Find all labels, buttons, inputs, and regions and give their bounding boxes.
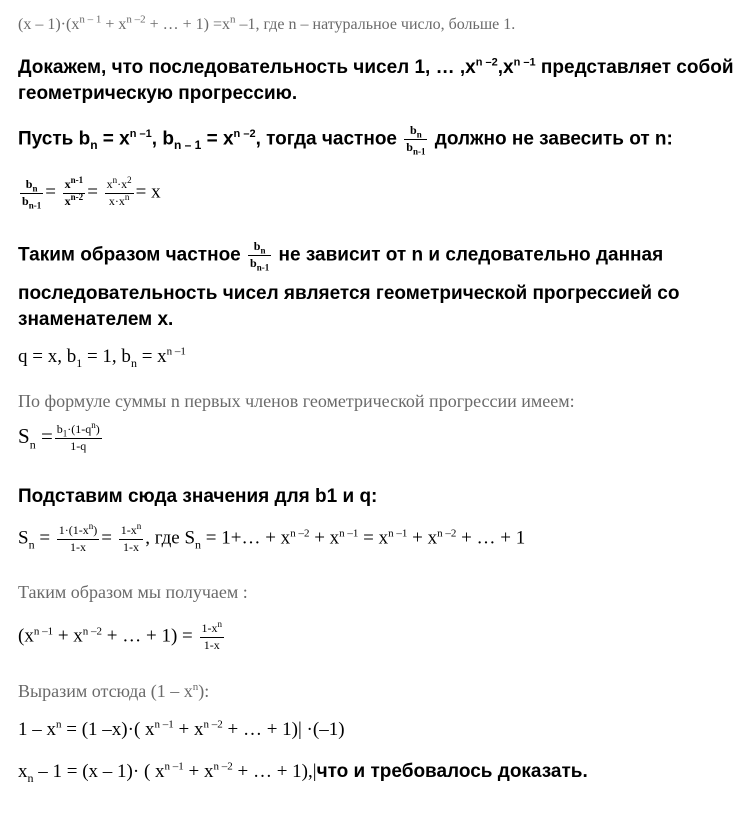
- express-line: Выразим отсюда $(1 - x^n)$:: [18, 681, 210, 701]
- conclusion-line-2: последовательность чисел является геометрической прогрессией со: [18, 283, 680, 304]
- let-line: Пусть $b_n = x^{n -1}$, $b_{n - 1} = x^{n -2}$, тогда частное $\frac{b_n}{b_{n-1}}$ должно не завесить от n:: [18, 123, 673, 157]
- sum-equality: ($x^{n -1} + x^{n -2}$ + … + 1) = $\frac{1-x^n}{1-x}$: [18, 619, 223, 652]
- sum-formula-intro: По формуле суммы n первых членов геометрической прогрессии имеем:: [18, 391, 575, 411]
- expression-line: $1 - x^n = (1$ –x)·( $x^{n -1} + x^{n -2}$ + … + 1)| ·(–1): [18, 718, 345, 740]
- params-line: q = x, $b_1 = 1$, $b_n = x^{n -1}$: [18, 345, 186, 370]
- claim-line-1: Докажем, что последовательность чисел 1, … $,x^{n -2},x^{n -1}$ представляет собой: [18, 56, 734, 78]
- claim-line-2: геометрическую прогрессию.: [18, 83, 298, 104]
- substitution-equation: $S_n$ = $\frac{1\cdot(1-x^n)}{1-x}$ = $\frac{1-x^n}{1-x}$ , где $S_n$ = 1+… + $x^{n -2} + x^{n -1} = x^{n -1} + x^{n -2}$ + … + 1: [18, 521, 526, 554]
- substitute-line: Подставим сюда значения для b1 и q:: [18, 486, 378, 507]
- conclusion-line-3: знаменателем x.: [18, 309, 174, 330]
- conclusion-line-1: Таким образом частное $\frac{b_n}{b_{n-1}}$ не зависит от n и следовательно данная: [18, 239, 664, 273]
- final-line: $x_n - 1 = (x - 1)\cdot$ ( $x^{n -1} + x^{n -2}$ + … + 1),|что и требовалось доказать.: [18, 760, 588, 785]
- intro-statement: $(x - 1)\cdot(x^{n - 1} + x^{n -2}$ + … + $1) =x^n$ –1, где n – натуральное число, больше 1.: [18, 13, 516, 33]
- ratio-equation: $\frac{b_n}{b_{n-1}}$ = $\frac{x^{n-1}}{x^{n-2}}$ = $\frac{x^n\cdot x^2}{x\cdot x^n}$ = x: [22, 175, 161, 211]
- thus-we-get: Таким образом мы получаем :: [18, 582, 248, 602]
- fraction-bn-bn1: $\frac{b_n}{b_{n-1}}$: [406, 123, 426, 157]
- sum-formula: $S_n$ = $\frac{b_1\cdot(1-q^n)}{1-q}$: [18, 420, 100, 453]
